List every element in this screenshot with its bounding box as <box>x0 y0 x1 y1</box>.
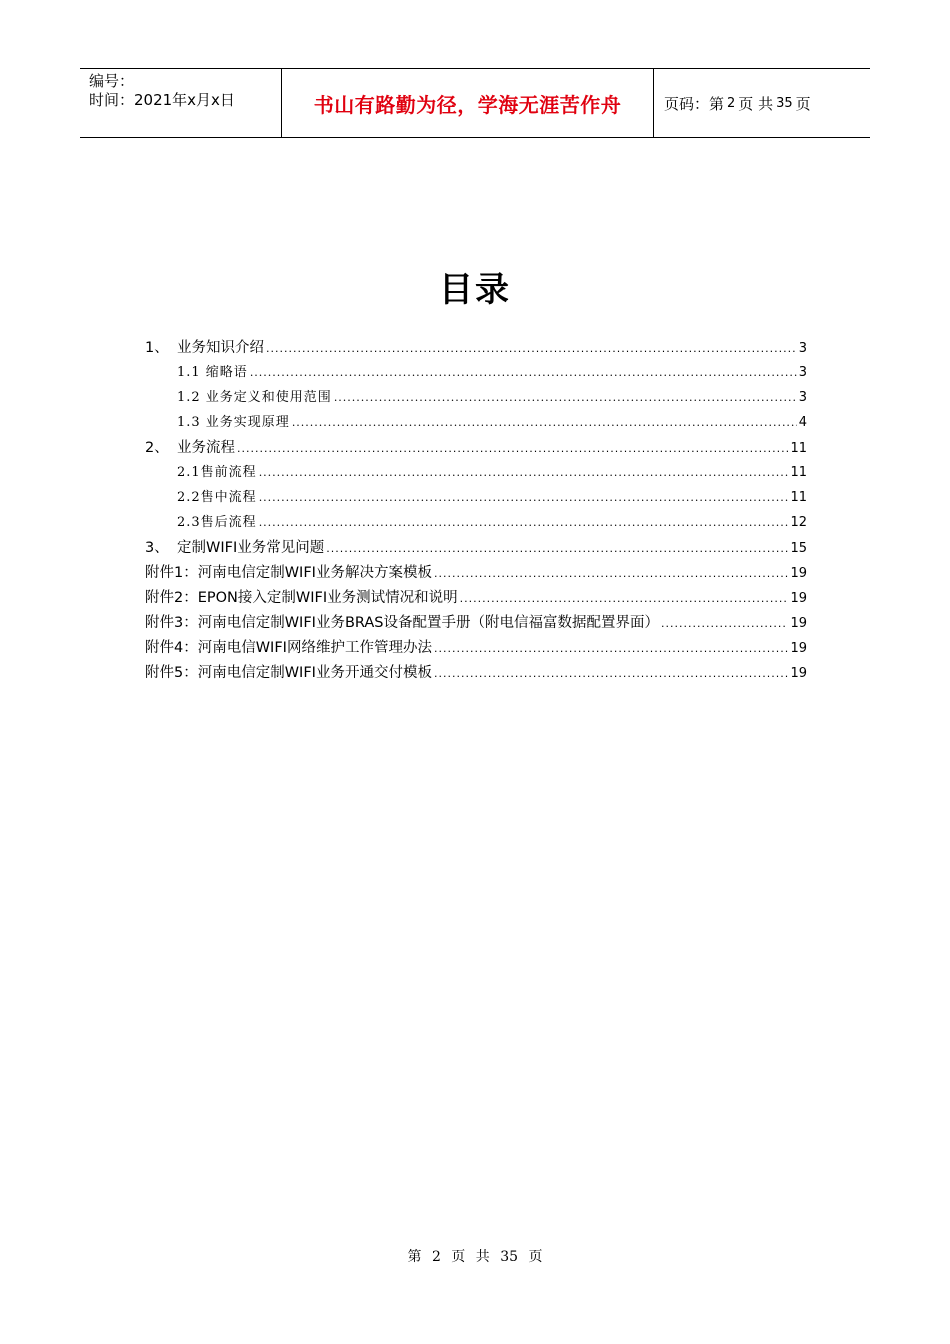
toc-entry-title: 定制WIFI业务常见问题 <box>177 540 325 556</box>
toc-entry-page: 3 <box>798 365 807 380</box>
toc-entry[interactable] <box>145 661 807 686</box>
header-motto: 书山有路勤为径，学海无涯苦作舟 <box>281 69 654 137</box>
toc-leader-dots <box>259 466 789 479</box>
toc-entry[interactable] <box>145 386 807 411</box>
toc-entry-page: 19 <box>790 616 807 631</box>
toc-entry-title: 附件3：河南电信定制WIFI业务BRAS设备配置手册（附电信福富数据配置界面） <box>145 615 660 631</box>
header-page-current: 2 <box>727 95 736 111</box>
header-page-suffix: 页 <box>795 94 811 113</box>
toc-leader-dots <box>434 667 788 680</box>
table-of-contents <box>145 336 807 686</box>
header-page-total: 35 <box>776 95 793 111</box>
toc-entry-number: 1、 <box>145 340 169 356</box>
toc-entry-page: 15 <box>790 541 807 556</box>
toc-leader-dots <box>250 366 797 379</box>
header-number-label: 编号： <box>89 72 135 90</box>
toc-entry[interactable] <box>145 361 807 386</box>
toc-entry[interactable] <box>145 411 807 436</box>
toc-leader-dots <box>661 617 788 630</box>
toc-leader-dots <box>326 542 788 555</box>
toc-leader-dots <box>434 567 788 580</box>
toc-leader-dots <box>460 592 789 605</box>
toc-entry-title: 附件2：EPON接入定制WIFI业务测试情况和说明 <box>145 590 458 606</box>
toc-entry-page: 12 <box>790 515 807 530</box>
header-page-indicator <box>654 69 870 137</box>
toc-entry-title: 1.1 缩略语 <box>177 365 248 380</box>
toc-leader-dots <box>266 342 797 355</box>
page-footer: 第 2 页 共 35 页 <box>407 1249 543 1265</box>
page-header <box>80 68 870 138</box>
toc-entry-page: 11 <box>790 465 807 480</box>
toc-entry-title: 附件4：河南电信WIFI网络维护工作管理办法 <box>145 640 432 656</box>
toc-entry-page: 19 <box>790 641 807 656</box>
toc-entry-page: 3 <box>798 390 807 405</box>
toc-leader-dots <box>237 442 788 455</box>
toc-leader-dots <box>292 416 797 429</box>
toc-entry-page: 19 <box>790 666 807 681</box>
toc-entry[interactable] <box>145 561 807 586</box>
header-page-prefix: 页码：第 <box>664 94 725 113</box>
header-time-label: 时间：2021年x月x日 <box>89 91 235 109</box>
toc-leader-dots <box>334 391 797 404</box>
toc-entry[interactable] <box>145 636 807 661</box>
toc-entry-number: 3、 <box>145 540 169 556</box>
toc-entry-page: 19 <box>790 591 807 606</box>
toc-entry-title: 业务知识介绍 <box>177 340 264 356</box>
toc-leader-dots <box>259 491 789 504</box>
toc-entry-title: 2.2售中流程 <box>177 490 257 505</box>
toc-entry-page: 11 <box>790 490 807 505</box>
header-page-mid: 页 共 <box>738 94 774 113</box>
toc-entry[interactable] <box>145 511 807 536</box>
toc-entry[interactable] <box>145 586 807 611</box>
toc-entry-title: 附件5：河南电信定制WIFI业务开通交付模板 <box>145 665 432 681</box>
toc-entry[interactable] <box>145 486 807 511</box>
toc-entry-title: 附件1：河南电信定制WIFI业务解决方案模板 <box>145 565 432 581</box>
toc-entry-number: 2、 <box>145 440 169 456</box>
toc-entry-title: 1.2 业务定义和使用范围 <box>177 390 332 405</box>
toc-entry-page: 3 <box>798 341 807 356</box>
toc-entry-title: 业务流程 <box>177 440 235 456</box>
toc-leader-dots <box>434 642 788 655</box>
toc-leader-dots <box>259 516 789 529</box>
toc-entry-title: 2.3售后流程 <box>177 515 257 530</box>
toc-entry[interactable] <box>145 461 807 486</box>
toc-entry[interactable] <box>145 611 807 636</box>
toc-entry[interactable] <box>145 436 807 461</box>
toc-entry-title: 1.3 业务实现原理 <box>177 415 290 430</box>
toc-entry-page: 19 <box>790 566 807 581</box>
toc-entry[interactable] <box>145 336 807 361</box>
toc-entry-page: 11 <box>790 441 807 456</box>
toc-entry-page: 4 <box>798 415 807 430</box>
toc-title: 目录 <box>439 270 511 310</box>
header-info-cell <box>80 69 281 137</box>
toc-entry[interactable] <box>145 536 807 561</box>
toc-entry-title: 2.1售前流程 <box>177 465 257 480</box>
